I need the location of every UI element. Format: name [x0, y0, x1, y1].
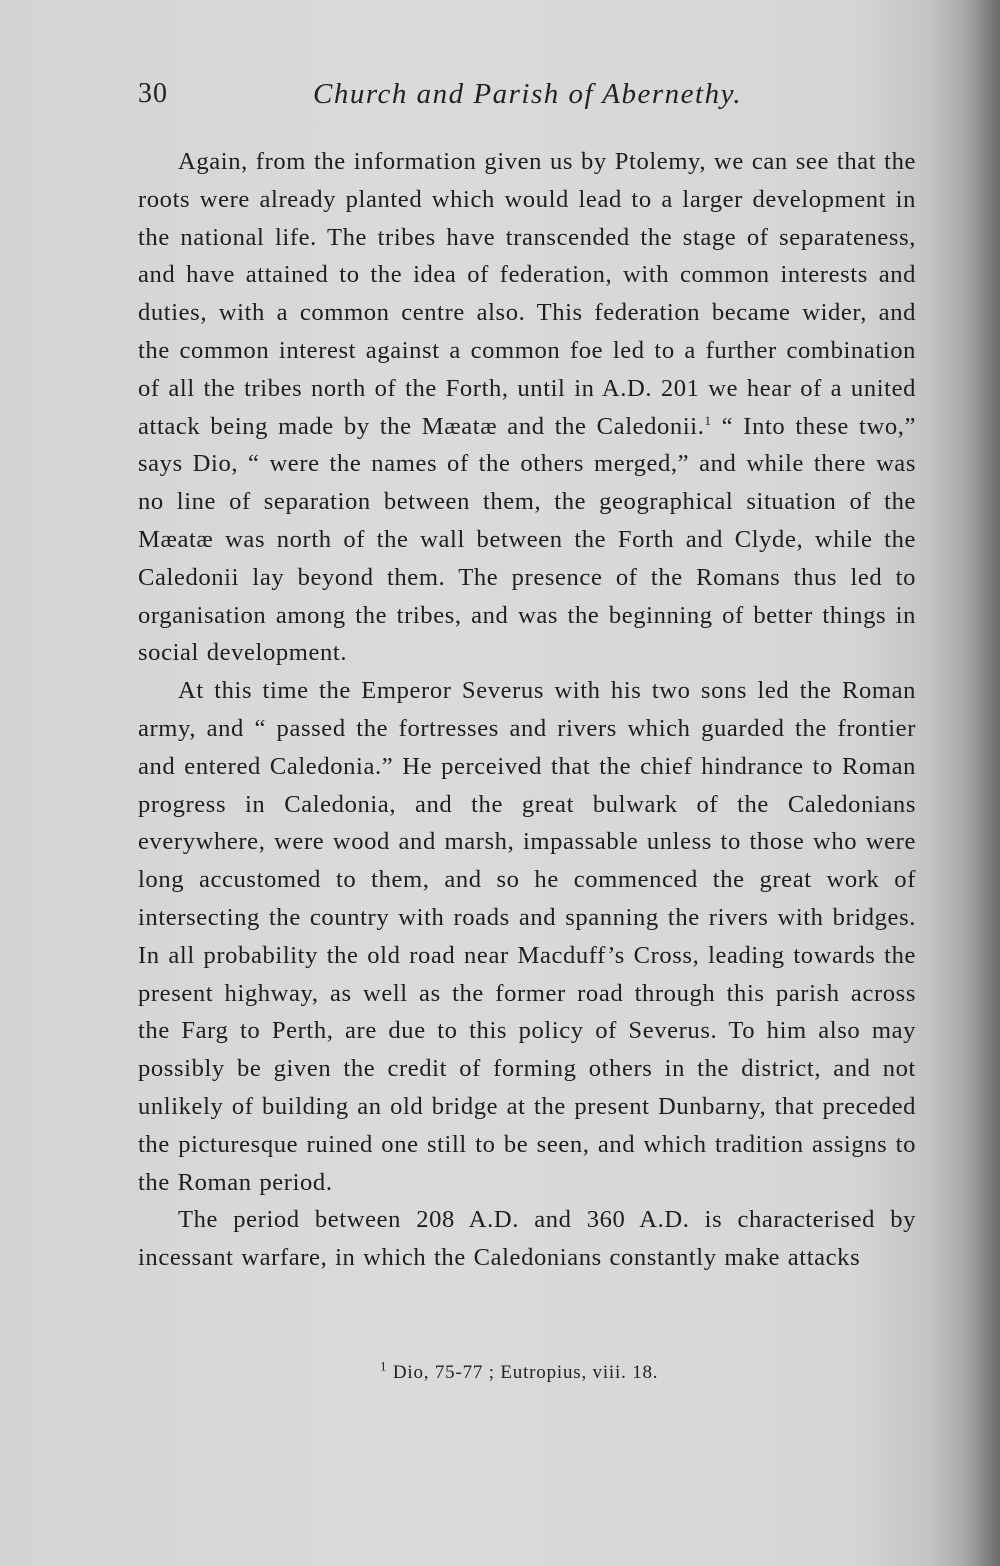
- paragraph-3: The period between 208 A.D. and 360 A.D. is characterised by incessant warfare, in which the Caledonians constantly make attacks: [138, 1206, 916, 1272]
- paragraph-1-continued: “ Into these two,” says Dio, “ were the names of the others merged,” and while there was no line of separation between them, the geographical situation of the Mæatæ was north of the wall between the Forth and Clyde, while the Caledonii lay beyond them. The presence of the Romans thus led to organisation among the tribes, and was the beginning of better things in social development.: [138, 412, 917, 667]
- paragraph-1: [138, 143, 916, 672]
- paragraph-2: At this time the Emperor Severus with his two sons led the Roman army, and “ passed the fortresses and rivers which guarded the frontier and entered Caledonia.” He perceived that the chief hindrance to Roman progress in Caledonia, and the great bulwark of the Caledonians everywhere, were wood and marsh, impassable unless to those who were long accustomed to them, and so he commenced the great work of intersecting the country with roads and spanning the rivers with bridges. In all probability the old road near Macduff’s Cross, leading towards the present highway, as well as the former road through this parish across the Farg to Perth, are due to this policy of Severus. To him also may possibly be given the credit of forming others in the district, and not unlikely of building an old bridge at the present Dunbarny, that preceded the picturesque ruined one still to be seen, and which tradition assigns to the Roman period.: [138, 677, 916, 1196]
- footnote-reference[interactable]: 1: [704, 412, 712, 428]
- page-edge-shadow: [930, 0, 1000, 1566]
- footnote-mark: 1: [380, 1358, 388, 1374]
- footnote-text: Dio, 75-77 ; Eutropius, viii. 18.: [387, 1362, 659, 1383]
- paragraph-1-text: Again, from the information given us by Ptolemy, we can see that the roots were already planted which would lead to a larger development in the national life. The tribes have transcended the stage of separateness, and have attained to the idea of federation, with common interests and duties, with a common centre also. This federation became wider, and the common interest against a common foe led to a further combination of all the tribes north of the Forth, until in A.D. 201 we hear of a united attack being made by the Mæatæ and the Caledonii.: [138, 148, 916, 440]
- page-header: [138, 78, 918, 122]
- running-title: Church and Parish of Abernethy.: [313, 78, 743, 110]
- footnote: [380, 1358, 659, 1384]
- page-number: 30: [138, 78, 168, 109]
- body-text: [138, 143, 916, 1277]
